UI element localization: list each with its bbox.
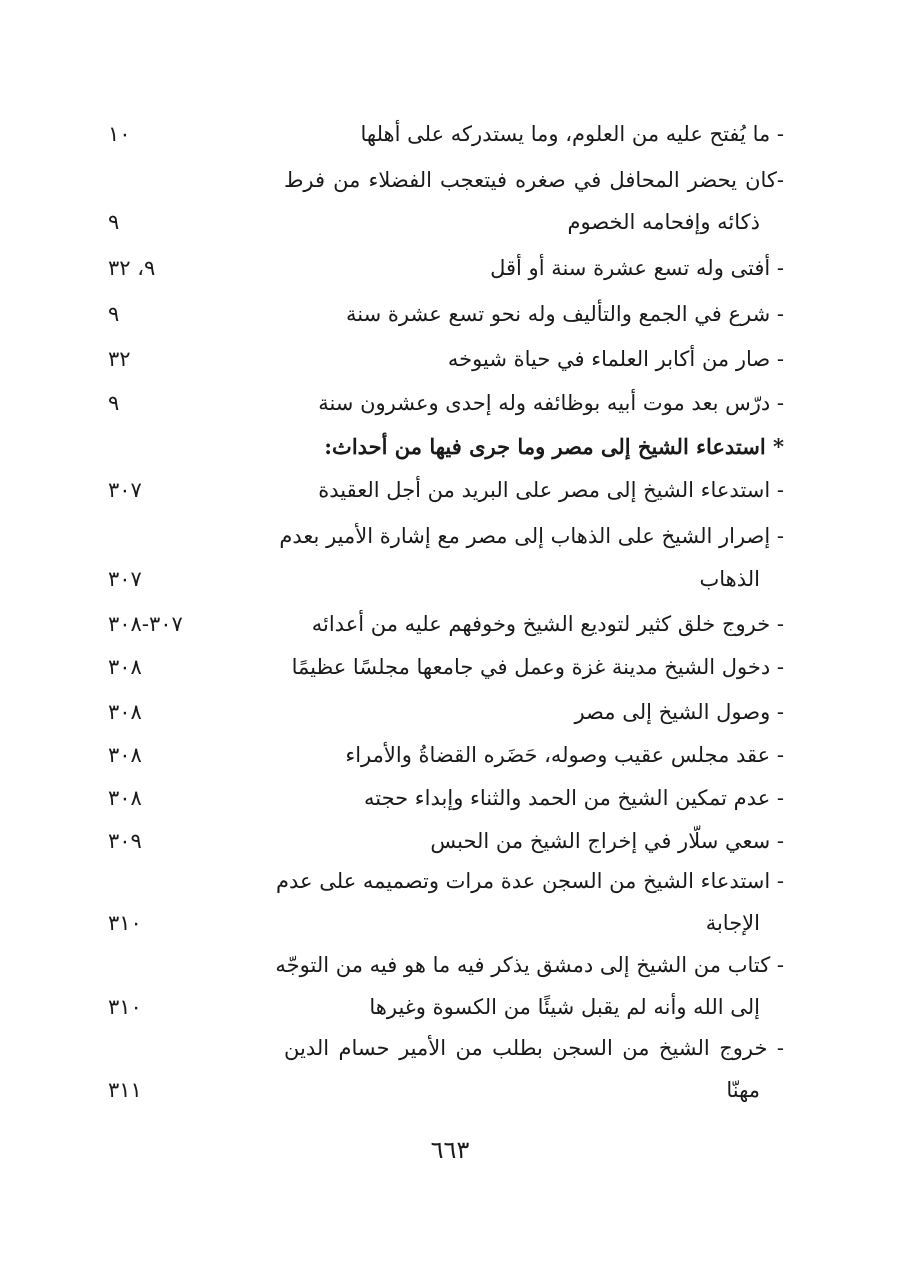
entry-page-ref: ١٠: [108, 122, 131, 146]
entry-text: - عقد مجلس عقيب وصوله، حَضَره القضاةُ والأمراء: [345, 743, 784, 767]
entry-text: - إصرار الشيخ على الذهاب إلى مصر مع إشارة الأمير بعدم: [279, 524, 784, 548]
entry-text: -كان يحضر المحافل في صغره فيتعجب الفضلاء من فرط: [284, 168, 784, 192]
entry-page-ref: ٣٠٨: [108, 786, 142, 810]
index-entry-continuation: [0, 1066, 900, 1114]
entry-page-ref: ٣١٠: [108, 995, 142, 1019]
entry-text: - خروج خلق كثير لتوديع الشيخ وخوفهم عليه من أعدائه: [311, 612, 784, 636]
entry-text: ذكائه وإفحامه الخصوم: [567, 210, 760, 234]
page-number: ٦٦٣: [430, 1136, 470, 1164]
entry-page-ref: ٣١٠: [108, 911, 142, 935]
section-heading: [0, 423, 900, 471]
entry-text: - استدعاء الشيخ إلى مصر على البريد من أجل العقيدة: [318, 478, 784, 502]
index-entry: [0, 774, 900, 822]
entry-page-ref: ٩: [108, 302, 120, 326]
index-entry: [0, 512, 900, 560]
entry-text: - صار من أكابر العلماء في حياة شيوخه: [447, 347, 784, 371]
entry-page-ref: ٣٠٨: [108, 655, 142, 679]
entry-text: - عدم تمكين الشيخ من الحمد والثناء وإبداء حجته: [363, 786, 784, 810]
entry-text: - أفتى وله تسع عشرة سنة أو أقل: [490, 256, 784, 280]
index-entry-continuation: [0, 198, 900, 246]
entry-text: - شرع في الجمع والتأليف وله نحو تسع عشرة سنة: [346, 302, 784, 326]
entry-page-ref: ٣٠٩: [108, 829, 142, 853]
entry-page-ref: ٩: [108, 210, 120, 234]
index-entry: [0, 600, 900, 648]
index-entry: [0, 466, 900, 514]
entry-page-ref: ٣٢: [108, 347, 131, 371]
entry-text: مهنّا: [726, 1078, 760, 1102]
index-entry: [0, 688, 900, 736]
entry-text: إلى الله وأنه لم يقبل شيئًا من الكسوة وغيرها: [369, 995, 760, 1019]
entry-text: الإجابة: [705, 911, 760, 935]
index-entry: [0, 1024, 900, 1072]
entry-page-ref: ٣٠٧: [108, 567, 142, 591]
section-heading-text: * استدعاء الشيخ إلى مصر وما جرى فيها من أحداث:: [324, 434, 784, 459]
index-entry: [0, 335, 900, 383]
index-entry: [0, 857, 900, 905]
entry-page-ref: ٣٠٧: [108, 478, 142, 502]
index-entry: [0, 643, 900, 691]
entry-page-ref: ٩، ٣٢: [108, 256, 156, 280]
index-entry: [0, 110, 900, 158]
entry-text: - دخول الشيخ مدينة غزة وعمل في جامعها مجلسًا عظيمًا: [291, 655, 784, 679]
entry-page-ref: ٣١١: [108, 1078, 142, 1102]
entry-text: - وصول الشيخ إلى مصر: [574, 700, 784, 724]
entry-text: - درّس بعد موت أبيه بوظائفه وله إحدى وعشرون سنة: [318, 391, 784, 415]
entry-text: - ما يُفتح عليه من العلوم، وما يستدركه على أهلها: [360, 122, 784, 146]
entry-text: - خروج الشيخ من السجن بطلب من الأمير حسام الدين: [284, 1036, 784, 1060]
entry-page-ref: ٣٠٨: [108, 700, 142, 724]
index-entry-continuation: [0, 899, 900, 947]
entry-text: - سعي سلّار في إخراج الشيخ من الحبس: [430, 829, 784, 853]
entry-page-ref: ٣٠٧-٣٠٨: [108, 612, 183, 636]
entry-page-ref: ٩: [108, 391, 120, 415]
index-entry: [0, 941, 900, 989]
index-entry: [0, 731, 900, 779]
index-entry-continuation: [0, 555, 900, 603]
index-entry: [0, 290, 900, 338]
entry-text: - كتاب من الشيخ إلى دمشق يذكر فيه ما هو فيه من التوجّه: [275, 953, 784, 977]
index-entry: [0, 379, 900, 427]
entry-page-ref: ٣٠٨: [108, 743, 142, 767]
index-entry: [0, 244, 900, 292]
entry-text: الذهاب: [699, 567, 760, 591]
entry-text: - استدعاء الشيخ من السجن عدة مرات وتصميمه على عدم: [276, 869, 784, 893]
index-entry: [0, 156, 900, 204]
